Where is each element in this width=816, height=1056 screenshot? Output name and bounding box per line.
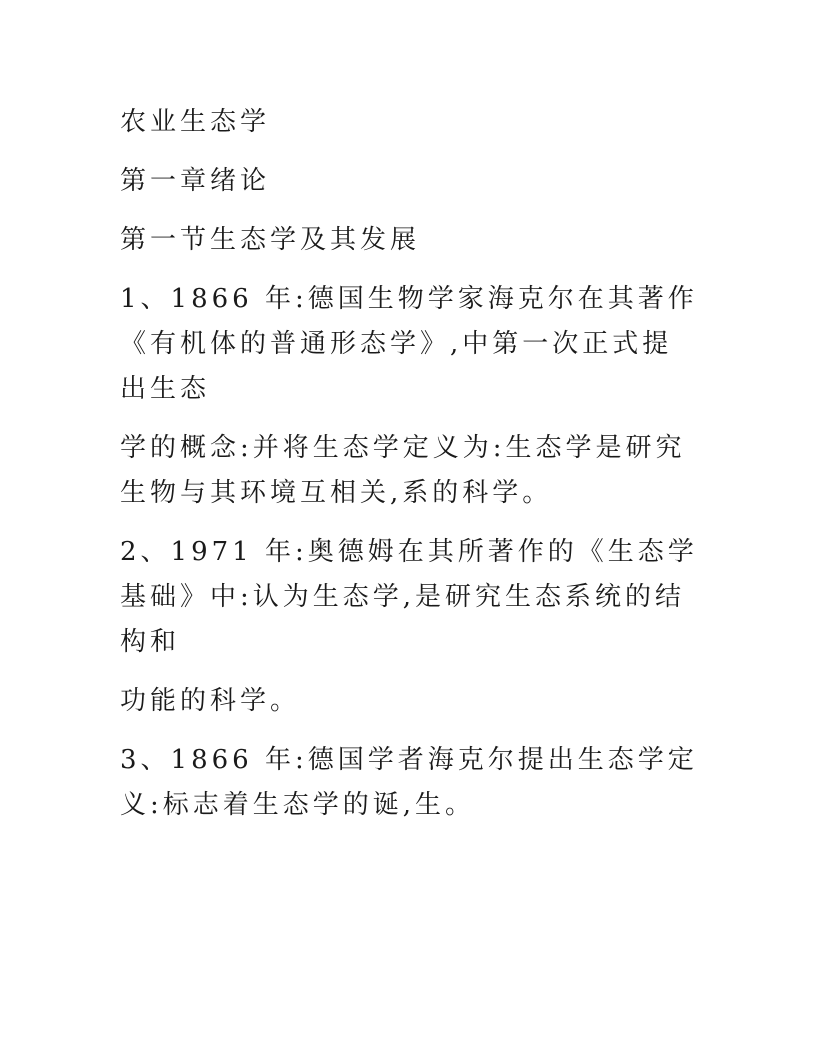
paragraph-line: 构和 — [120, 627, 181, 657]
paragraph-line: 生物与其环境互相关,系的科学。 — [120, 478, 553, 508]
document-title: 农业生态学 — [120, 107, 271, 137]
paragraph-line: 义:标志着生态学的诞,生。 — [120, 790, 476, 820]
paragraph-3 — [120, 530, 710, 665]
paragraph-1 — [120, 277, 710, 412]
paragraph-line: 学的概念:并将生态学定义为:生态学是研究 — [120, 433, 686, 463]
paragraph-line: 出生态 — [120, 374, 211, 404]
paragraph-line: 功能的科学。 — [120, 686, 301, 716]
paragraph-line: 2、1971 年:奥德姆在其所著作的《生态学 — [120, 537, 698, 567]
paragraph-line: 3、1866 年:德国学者海克尔提出生态学定 — [120, 745, 698, 775]
chapter-heading: 第一章绪论 — [120, 166, 271, 196]
section-heading: 第一节生态学及其发展 — [120, 225, 421, 255]
paragraph-5 — [120, 738, 710, 828]
paragraph-line: 1、1866 年:德国生物学家海克尔在其著作 — [120, 284, 698, 314]
paragraph-line: 基础》中:认为生态学,是研究生态系统的结 — [120, 582, 686, 612]
paragraph-4 — [120, 679, 710, 724]
paragraph-line: 《有机体的普通形态学》,中第一次正式提 — [120, 329, 673, 359]
paragraph-2 — [120, 426, 710, 516]
document-page — [120, 100, 710, 842]
